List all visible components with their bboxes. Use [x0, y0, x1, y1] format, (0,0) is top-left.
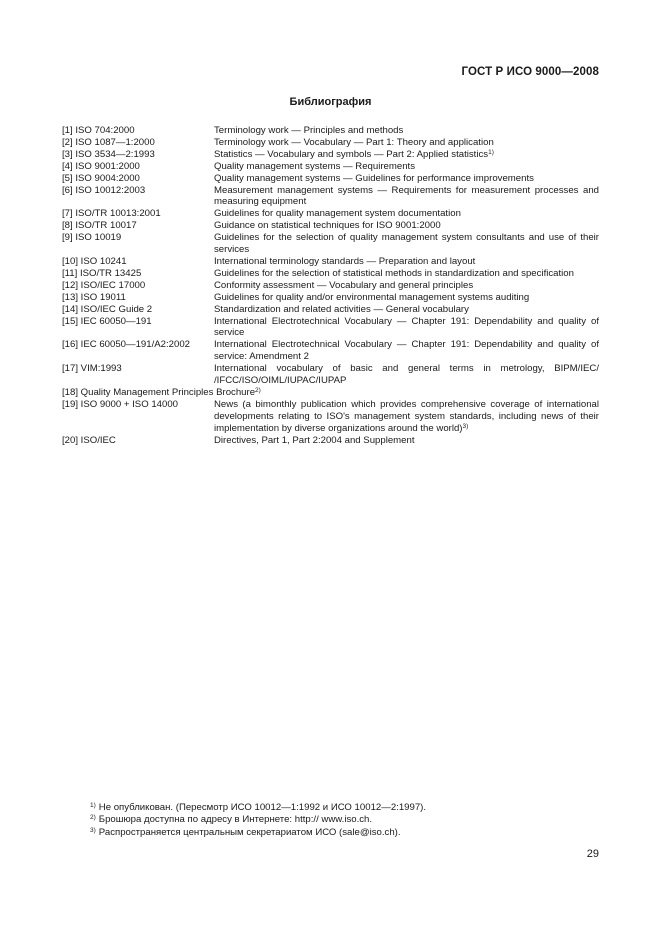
bibliography-entry [62, 149, 599, 161]
entry-reference: [6] ISO 10012:2003 [62, 184, 146, 196]
entry-description-text: Terminology work — Principles and methods [214, 125, 404, 136]
bibliography-entry [62, 268, 599, 280]
entry-description [214, 339, 599, 363]
entry-description-text: Guidance on statistical techniques for ISO 9001:2000 [214, 220, 441, 232]
entry-description [214, 435, 599, 447]
entry-reference: [14] ISO/IEC Guide 2 [62, 303, 153, 315]
entry-reference: [4] ISO 9001:2000 [62, 160, 140, 172]
bibliography-entry [62, 399, 599, 435]
bibliography-entry [62, 304, 599, 316]
footnote [90, 802, 590, 814]
bibliography-entry [62, 161, 599, 173]
entry-reference: [11] ISO/TR 13425 [62, 267, 142, 279]
entry-reference: [20] ISO/IEC [62, 434, 116, 446]
entry-description [214, 208, 599, 220]
entry-description [214, 304, 599, 316]
bibliography-entry [62, 387, 599, 399]
entry-description [214, 268, 599, 280]
footnote-mark: 2) [90, 814, 96, 822]
bibliography-entry [62, 280, 599, 292]
entry-reference: [1] ISO 704:2000 [62, 125, 135, 136]
bibliography-entry [62, 292, 599, 304]
footnote-marker: 1) [488, 148, 494, 156]
entry-reference: [5] ISO 9004:2000 [62, 172, 140, 184]
entry-description [214, 232, 599, 256]
bibliography-entry [62, 435, 599, 447]
entry-description [214, 220, 599, 232]
entry-reference: [2] ISO 1087—1:2000 [62, 136, 155, 148]
bibliography-entry [62, 363, 599, 387]
bibliography-entry [62, 173, 599, 185]
entry-description-text: Terminology work — Vocabulary — Part 1: Theory and application [214, 136, 494, 148]
entry-reference: [9] ISO 10019 [62, 232, 122, 244]
entry-description [214, 149, 599, 161]
page-number: 29 [586, 848, 599, 860]
entry-description-text: Statistics — Vocabulary and symbols — Part 2: Applied statistics [214, 148, 489, 160]
entry-reference: [10] ISO 10241 [62, 255, 127, 267]
entry-description [214, 399, 599, 435]
entry-reference: [19] ISO 9000 + ISO 14000 [62, 398, 179, 410]
entry-description [214, 256, 599, 268]
bibliography-entry [62, 339, 599, 363]
footnote-mark: 1) [90, 802, 96, 809]
entry-description [214, 185, 599, 209]
entry-description [214, 292, 599, 304]
bibliography-entry [62, 137, 599, 149]
entry-description-text: Quality management systems — Requirements [214, 160, 416, 172]
footnote-marker: 3) [462, 422, 469, 430]
entry-description [214, 125, 599, 137]
footnotes [90, 802, 590, 839]
bibliography-list [62, 125, 599, 446]
entry-description [214, 316, 599, 340]
bibliography-entry [62, 125, 599, 137]
entry-description-text: International Electrotechnical Vocabulary — Chapter 191: Dependability and quality of service [214, 315, 599, 339]
entry-description-text: Measurement management systems — Requirements for measurement processes and measuring equipment [214, 184, 599, 208]
entry-reference: [17] VIM:1993 [62, 363, 122, 375]
entry-reference: [8] ISO/TR 10017 [62, 220, 137, 232]
entry-description [214, 161, 599, 173]
footnote-mark: 3) [90, 826, 96, 834]
entry-description-text: International Electrotechnical Vocabulary — Chapter 191: Dependability and quality of service: Amendment 2 [214, 339, 599, 363]
entry-description [214, 363, 599, 387]
bibliography-entry [62, 185, 599, 209]
entry-reference: [3] ISO 3534—2:1993 [62, 148, 155, 160]
entry-description [214, 173, 599, 185]
entry-description-text: Standardization and related activities — General vocabulary [214, 303, 469, 315]
document-code: ГОСТ Р ИСО 9000—2008 [461, 66, 599, 78]
entry-description-text: Guidelines for the selection of statistical methods in standardization and specification [214, 267, 574, 279]
entry-reference: [15] IEC 60050—191 [62, 315, 152, 327]
entry-reference: [16] IEC 60050—191/A2:2002 [62, 339, 191, 351]
entry-description-text: Quality management systems — Guidelines for performance improvements [214, 172, 534, 184]
bibliography-entry [62, 208, 599, 220]
footnote-text: Распространяется центральным секретариатом ИСО (sale@iso.ch). [98, 826, 401, 838]
entry-description [214, 280, 599, 292]
entry-description-text: Guidelines for the selection of quality management system consultants and use of their services [214, 232, 599, 256]
entry-description-text: Guidelines for quality management system documentation [214, 208, 461, 220]
entry-reference: [12] ISO/IEC 17000 [62, 279, 146, 291]
entry-description-text: News (a bimonthly publication which provides comprehensive coverage of international developments relating to ISO's management system standards, including news of their implementation by diverse organizations around the world) [214, 398, 599, 434]
footnote-text: Не опубликован. (Пересмотр ИСО 10012—1:1992 и ИСО 10012—2:1997). [98, 802, 427, 813]
entry-reference: [18] Quality Management Principles Brochure [62, 386, 256, 398]
bibliography-entry [62, 256, 599, 268]
entry-description [214, 137, 599, 149]
bibliography-entry [62, 232, 599, 256]
bibliography-entry [62, 220, 599, 232]
entry-description-text: Guidelines for quality and/or environmental management systems auditing [214, 291, 530, 303]
footnote-text: Брошюра доступна по адресу в Интернете: http:// www.iso.ch. [98, 814, 373, 826]
footnote [90, 814, 590, 826]
bibliography-entry [62, 316, 599, 340]
entry-description-text: Directives, Part 1, Part 2:2004 and Supplement [214, 434, 415, 446]
footnote-marker: 2) [255, 386, 261, 394]
entry-description-text: International terminology standards — Preparation and layout [214, 255, 476, 267]
footnote [90, 827, 590, 839]
entry-description-text: Conformity assessment — Vocabulary and general principles [214, 279, 474, 291]
bibliography-title: Библиография [289, 96, 372, 108]
entry-reference: [7] ISO/TR 10013:2001 [62, 208, 161, 220]
entry-description-text: International vocabulary of basic and general terms in metrology, BIPM/IEC/ /IFCC/ISO/OIML/IUPAC/IUPAP [214, 363, 599, 387]
entry-reference: [13] ISO 19011 [62, 291, 126, 303]
